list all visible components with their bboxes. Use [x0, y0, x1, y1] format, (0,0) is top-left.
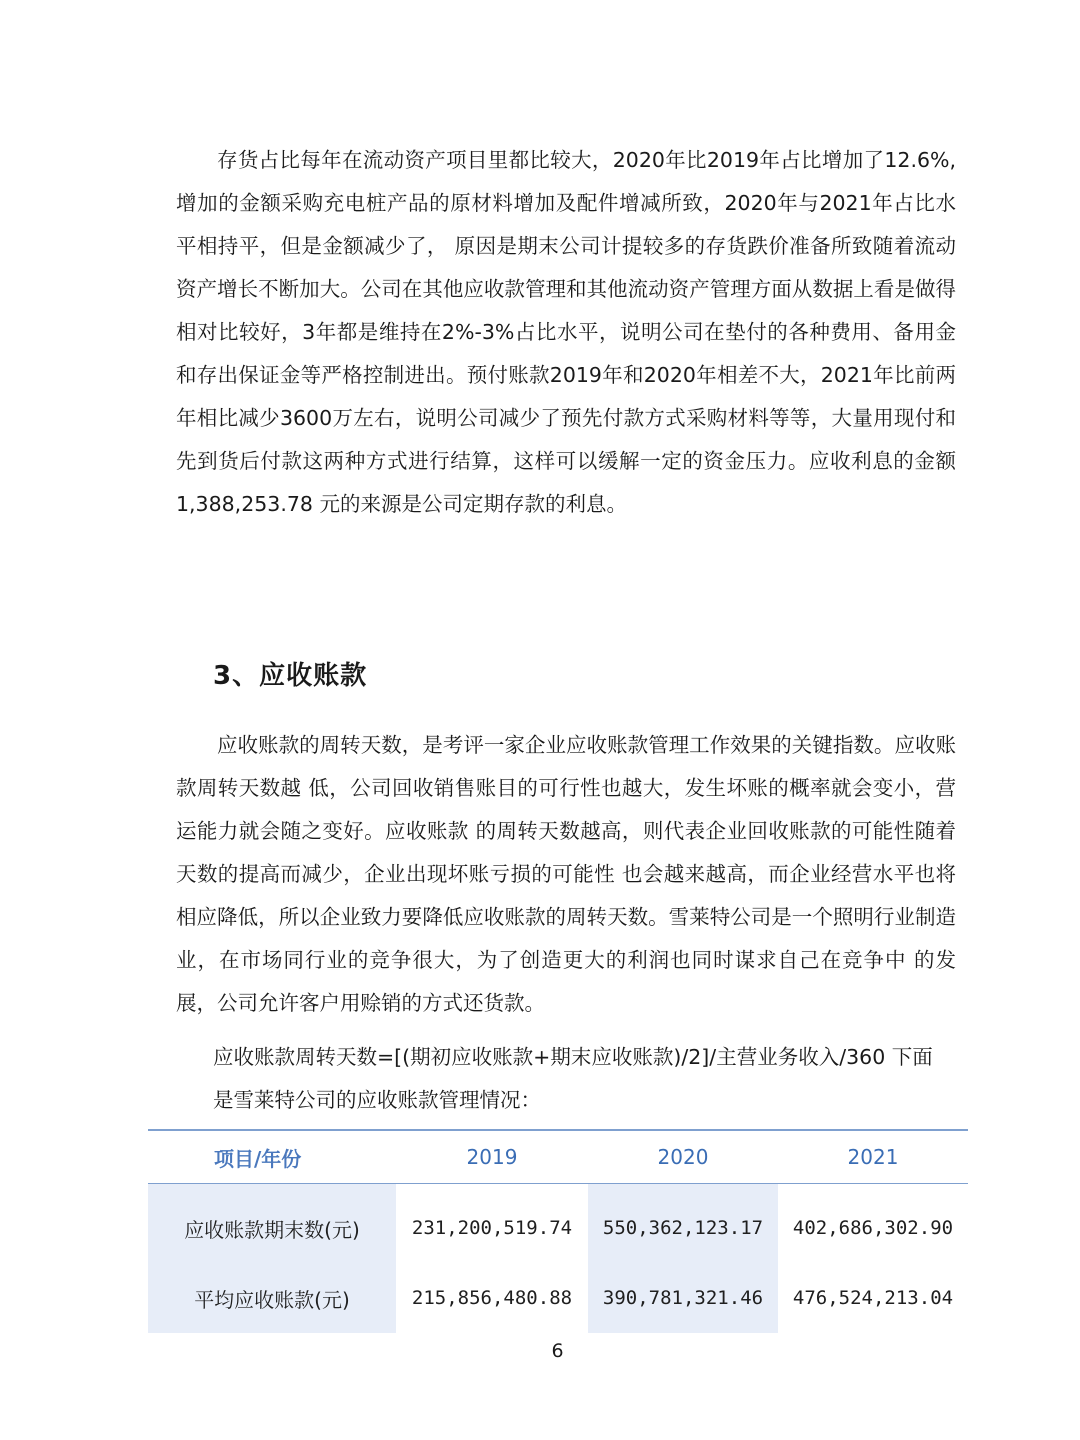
body-paragraph-receivables: 应收账款的周转天数，是考评一家企业应收账款管理工作效果的关键指数。应收账款周转天数越 低，公司回收销售账目的可行性也越大，发生坏账的概率就会变小，营运能力就会随之变好。应收账款 的周转天数越高，则代表企业回收账款的可能性随着天数的提高而减少，企业出现坏账亏损的可能性 也会越来越高，而企业经营水平也将相应降低，所以企业致力要降低应收账款的周转天数。雪莱特公司是一个照明行业制造业，在市场同行业的竞争很大，为了创造更大的利润也同时谋求自己在竞争中 的发展，公司允许客户用赊销的方式还货款。 [176, 733, 956, 1015]
table-header-cell: 2021 [778, 1130, 968, 1184]
table-header-cell: 2019 [396, 1130, 588, 1184]
table-header-cell: 项目/年份 [148, 1130, 396, 1184]
formula-paragraph: 应收账款周转天数=[(期初应收账款+期末应收账款)/2]/主营业务收入/360 下面是雪莱特公司的应收账款管理情况： [213, 1045, 933, 1112]
table-row-label: 平均应收账款(元) [148, 1263, 396, 1333]
section-heading: 3、应收账款 [213, 661, 368, 691]
table-header-row [148, 1130, 968, 1184]
page-number: 6 [551, 1340, 564, 1362]
table-cell: 476,524,213.04 [792, 1287, 954, 1309]
table-cell: 550,362,123.17 [588, 1184, 778, 1264]
table-row-label: 应收账款期末数(元) [148, 1184, 396, 1264]
table-row [148, 1263, 968, 1333]
table-cell: 231,200,519.74 [411, 1217, 573, 1239]
table-cell: 215,856,480.88 [411, 1287, 573, 1309]
body-paragraph-inventory: 存货占比每年在流动资产项目里都比较大，2020年比2019年占比增加了12.6%,增加的金额采购充电桩产品的原材料增加及配件增减所致，2020年与2021年占比水平相持平，但是金额减少了， 原因是期末公司计提较多的存货跌价准备所致随着流动资产增长不断加大。公司在其他应收款管理和其他流动资产管理方面从数据上看是做得相对比较好，3年都是维持在2%-3%占比水平，说明公司在垫付的各种费用、备用金和存出保证金等严格控制进出。预付账款2019年和2020年相差不大，2021年比前两年相比减少3600万左右，说明公司减少了预先付款方式采购材料等等，大量用现付和先到货后付款这两种方式进行结算，这样可以缓解一定的资金压力。应收利息的金额1,388,253.78 元的来源是公司定期存款的利息。 [176, 148, 956, 516]
receivables-table [148, 1129, 968, 1333]
table-header-cell: 2020 [588, 1130, 778, 1184]
receivables-table-grid [148, 1129, 968, 1333]
table-row [148, 1184, 968, 1264]
table-cell: 402,686,302.90 [792, 1217, 954, 1239]
table-cell: 390,781,321.46 [588, 1263, 778, 1333]
